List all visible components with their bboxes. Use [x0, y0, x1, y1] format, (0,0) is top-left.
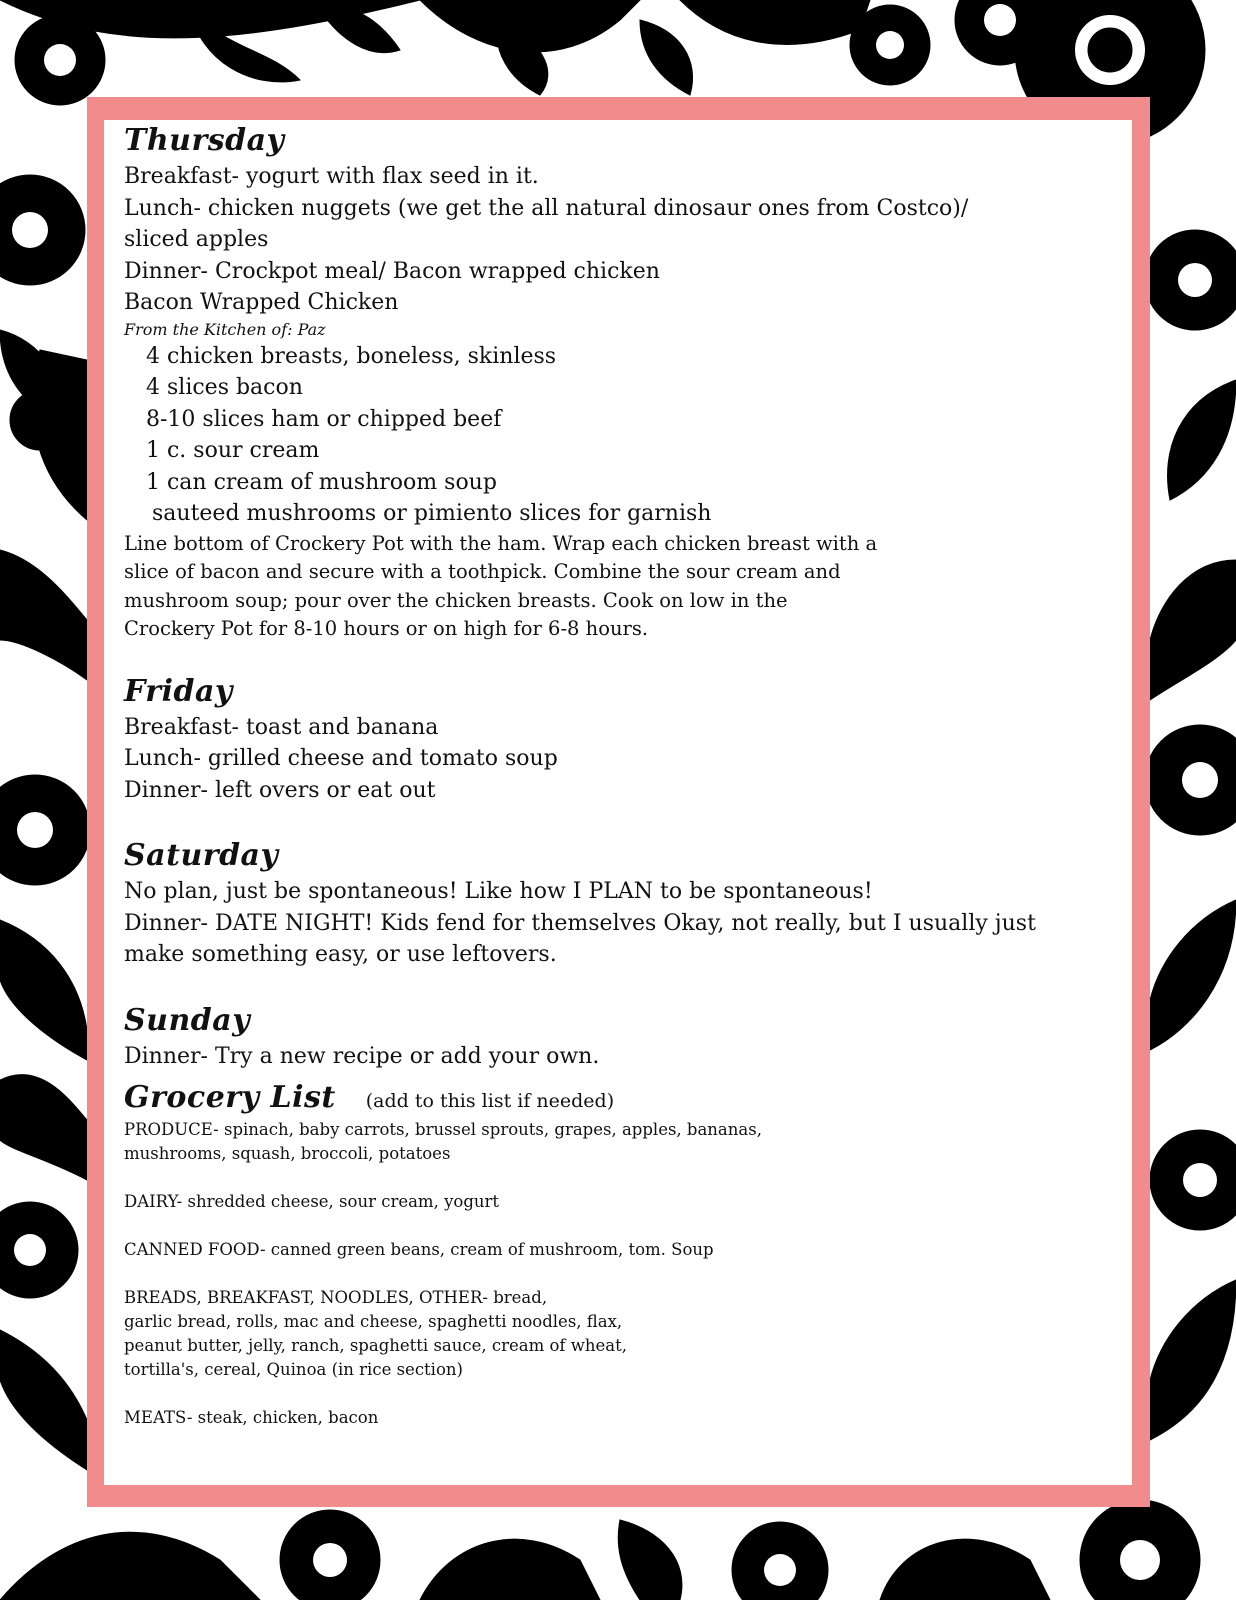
directions-line: Crockery Pot for 8-10 hours or on high for 6-8 hours. — [124, 617, 649, 640]
directions-line: slice of bacon and secure with a toothpick. Combine the sour cream and — [124, 560, 841, 583]
recipe-from: From the Kitchen of: Paz — [124, 319, 326, 339]
friday-line: Lunch- grilled cheese and tomato soup — [124, 746, 558, 771]
ingredient: sauteed mushrooms or pimiento slices for garnish — [152, 501, 712, 526]
grocery-meats: MEATS- steak, chicken, bacon — [124, 1408, 379, 1427]
grocery-note: (add to this list if needed) — [365, 1090, 615, 1112]
recipe-name: Bacon Wrapped Chicken — [124, 290, 399, 315]
grocery-breads: tortilla's, cereal, Quinoa (in rice section) — [124, 1360, 463, 1379]
sunday-section — [124, 1001, 1124, 1073]
grocery-canned: CANNED FOOD- canned green beans, cream of mushroom, tom. Soup — [124, 1240, 714, 1259]
grocery-section — [124, 1078, 1124, 1430]
thursday-lunch-line-1: Lunch- chicken nuggets (we get the all natural dinosaur ones from Costco)/ — [124, 195, 969, 221]
friday-line: Dinner- left overs or eat out — [124, 777, 436, 803]
saturday-line: No plan, just be spontaneous! Like how I PLAN to be spontaneous! — [124, 879, 873, 904]
thursday-dinner: Dinner- Crockpot meal/ Bacon wrapped chicken — [124, 258, 660, 284]
friday-heading: Friday — [124, 673, 233, 709]
saturday-line: Dinner- DATE NIGHT! Kids fend for themselves Okay, not really, but I usually just — [124, 910, 1036, 936]
ingredient: 1 can cream of mushroom soup — [146, 469, 497, 495]
saturday-section — [124, 836, 1124, 971]
thursday-breakfast: Breakfast- yogurt with flax seed in it. — [124, 164, 539, 189]
ingredient: 8-10 slices ham or chipped beef — [146, 406, 502, 432]
grocery-breads: BREADS, BREAKFAST, NOODLES, OTHER- bread, — [124, 1288, 548, 1307]
directions-line: Line bottom of Crockery Pot with the ham. Wrap each chicken breast with a — [124, 531, 878, 555]
grocery-produce: mushrooms, squash, broccoli, potatoes — [124, 1144, 451, 1163]
friday-section — [124, 672, 1124, 807]
grocery-heading: Grocery List — [124, 1080, 336, 1115]
grocery-dairy: DAIRY- shredded cheese, sour cream, yogurt — [124, 1192, 500, 1211]
sunday-heading: Sunday — [124, 1002, 251, 1038]
sunday-line: Dinner- Try a new recipe or add your own. — [124, 1043, 600, 1069]
grocery-breads: garlic bread, rolls, mac and cheese, spaghetti noodles, flax, — [124, 1312, 623, 1331]
friday-line: Breakfast- toast and banana — [124, 714, 439, 740]
thursday-lunch-line-2: sliced apples — [124, 227, 269, 252]
ingredient: 4 slices bacon — [146, 375, 303, 400]
saturday-heading: Saturday — [124, 838, 279, 873]
ingredient: 1 c. sour cream — [146, 438, 320, 463]
grocery-breads: peanut butter, jelly, ranch, spaghetti sauce, cream of wheat, — [124, 1336, 628, 1355]
meal-plan-content — [124, 121, 1124, 1491]
thursday-heading: Thursday — [124, 123, 285, 158]
thursday-section — [124, 121, 1124, 644]
grocery-produce: PRODUCE- spinach, baby carrots, brussel sprouts, grapes, apples, bananas, — [124, 1120, 762, 1139]
directions-line: mushroom soup; pour over the chicken breasts. Cook on low in the — [124, 588, 788, 612]
saturday-line: make something easy, or use leftovers. — [124, 942, 557, 967]
ingredient: 4 chicken breasts, boneless, skinless — [146, 343, 557, 369]
